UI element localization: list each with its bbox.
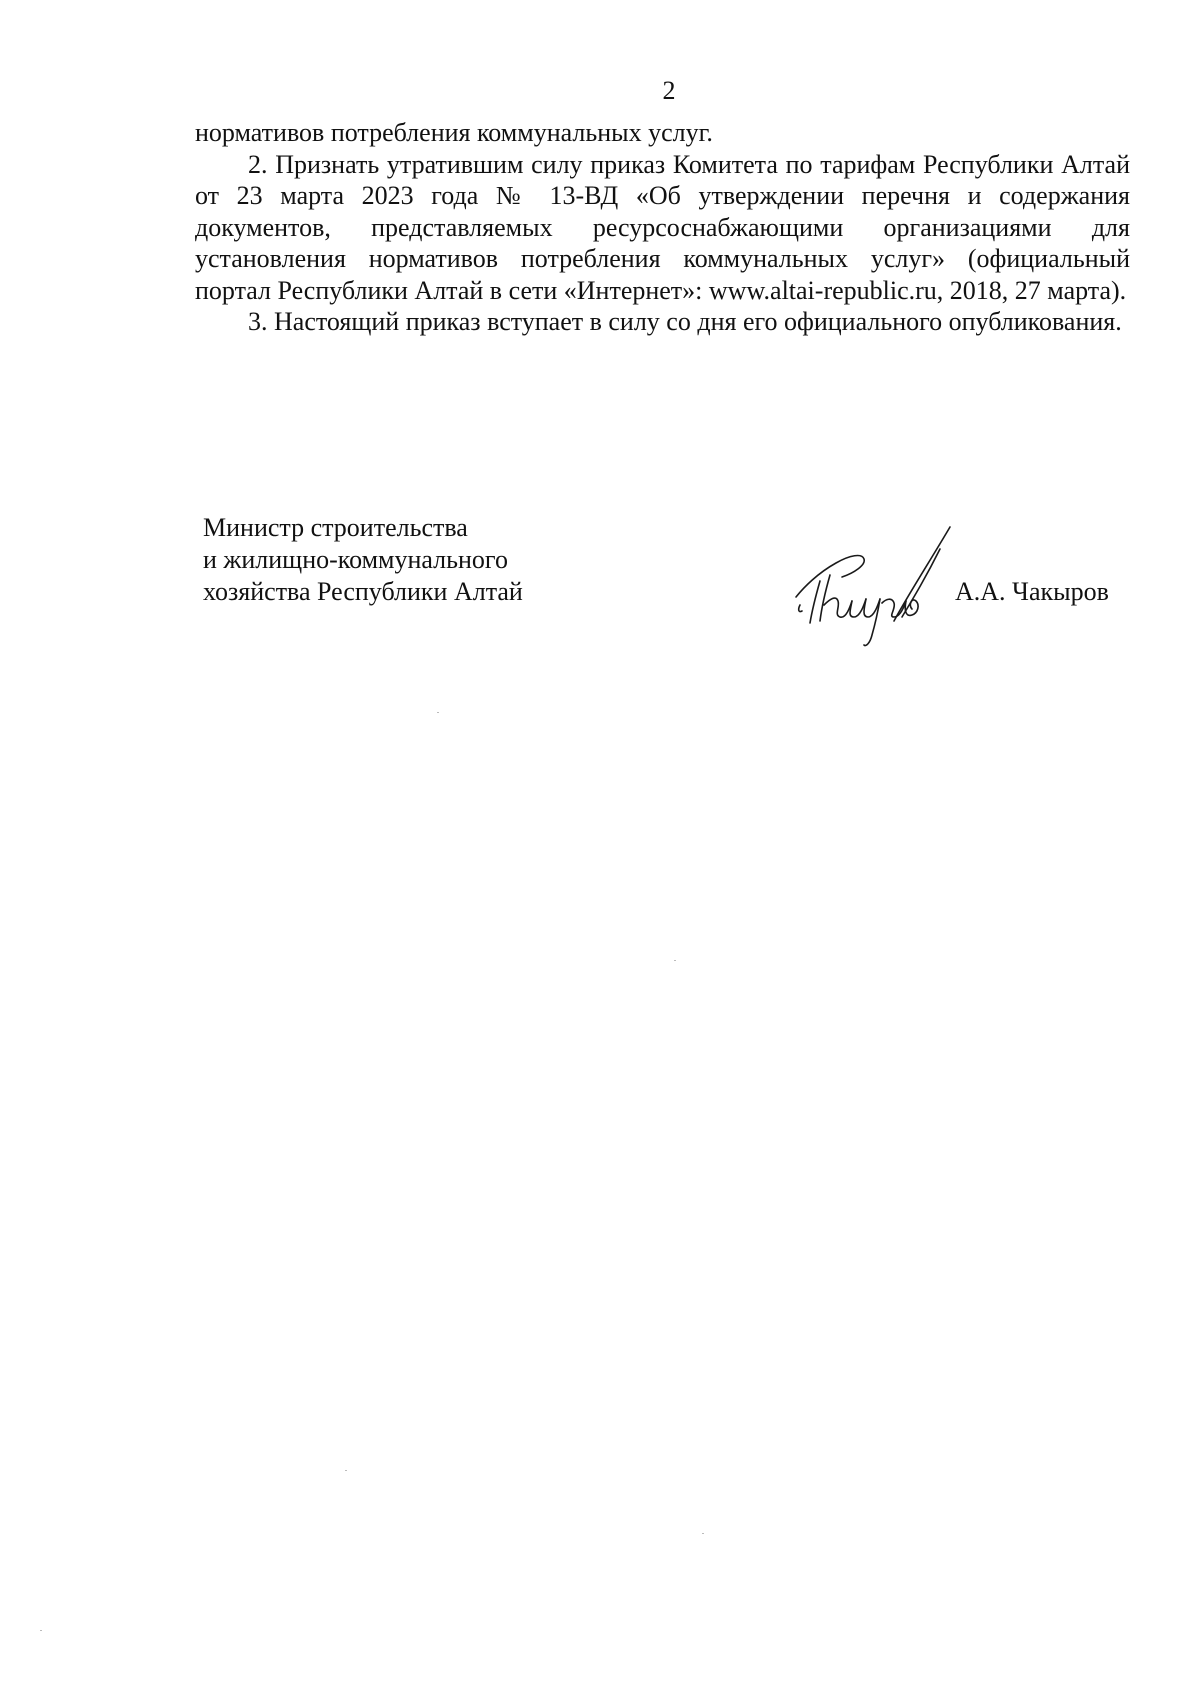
position-line-1: Министр строительства <box>203 513 468 542</box>
signatory-position <box>203 512 523 608</box>
paragraph-item-2: 2. Признать утратившим силу приказ Комитета по тарифам Республики Алтай от 23 марта 2023 года № 13-ВД «Об утверждении перечня и содержания документов, представляемых ресурсоснабжающими организациями для установления нормативов потребления коммунальных услуг» (официальный портал Республики Алтай в сети «Интернет»: www.altai-republic.ru, 2018, 27 марта). <box>195 149 1130 305</box>
paragraph-item-3: 3. Настоящий приказ вступает в силу со дня его официального опубликования. <box>248 307 1122 336</box>
scan-speck <box>437 712 439 713</box>
scan-speck <box>674 960 676 961</box>
handwritten-signature <box>790 525 960 650</box>
signer-name: А.А. Чакыров <box>955 577 1109 606</box>
position-line-2: и жилищно-коммунального <box>203 545 508 574</box>
scan-speck <box>345 1470 347 1471</box>
position-line-3: хозяйства Республики Алтай <box>203 577 523 606</box>
paragraph-continuation: нормативов потребления коммунальных услуг. <box>195 118 713 147</box>
page-number: 2 <box>662 76 676 105</box>
document-body <box>195 117 1130 338</box>
scan-speck <box>40 1630 42 1631</box>
scan-speck <box>702 1533 704 1534</box>
